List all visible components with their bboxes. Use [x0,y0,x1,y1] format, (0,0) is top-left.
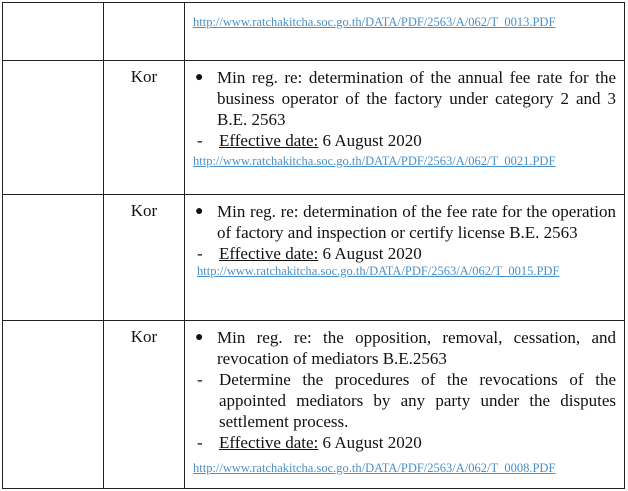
regulation-title: Min reg. re: determination of the fee rate for the operation of factory and inspection or certify license B.E. 2563 [217,202,616,242]
sub-item [193,369,616,432]
dash-icon: - [197,370,203,389]
effective-date-label: Effective date: [219,244,319,263]
table-row [3,3,625,61]
bullet-icon: ● [195,330,204,345]
table-row [3,195,625,321]
blank-cell [3,3,104,61]
list-item [193,201,616,243]
row-label: Kor [104,61,185,195]
table-row [3,321,625,489]
effective-date-value: 6 August 2020 [318,433,422,452]
regulations-table [2,2,625,489]
bullet-icon: ● [195,70,204,85]
effective-date-value: 6 August 2020 [318,131,422,150]
row-content [185,195,625,321]
blank-cell [3,321,104,489]
pdf-link[interactable]: http://www.ratchakitcha.soc.go.th/DATA/PDF/2563/A/062/T_0015.PDF [197,264,560,278]
effective-date-line [193,130,616,151]
pdf-link[interactable]: http://www.ratchakitcha.soc.go.th/DATA/PDF/2563/A/062/T_0013.PDF [193,15,556,29]
dash-icon: - [197,244,203,263]
dash-icon: - [197,131,203,150]
table-row [3,61,625,195]
bullet-icon: ● [195,204,204,219]
pdf-link[interactable]: http://www.ratchakitcha.soc.go.th/DATA/PDF/2563/A/062/T_0021.PDF [193,154,556,168]
sub-item-text: Determine the procedures of the revocations of the appointed mediators by any party under the disputes settlement process. [219,370,616,431]
list-item [193,67,616,130]
dash-icon: - [197,433,203,452]
effective-date-value: 6 August 2020 [318,244,422,263]
row-label [104,3,185,61]
blank-cell [3,195,104,321]
effective-date-label: Effective date: [219,131,319,150]
row-label: Kor [104,321,185,489]
row-content [185,321,625,489]
effective-date-label: Effective date: [219,433,319,452]
row-content [185,61,625,195]
row-label: Kor [104,195,185,321]
blank-cell [3,61,104,195]
regulation-title: Min reg. re: the opposition, removal, cessation, and revocation of mediators B.E.2563 [217,328,616,368]
pdf-link[interactable]: http://www.ratchakitcha.soc.go.th/DATA/PDF/2563/A/062/T_0008.PDF [193,461,556,475]
row-content [185,3,625,61]
list-item [193,327,616,369]
effective-date-line [193,432,616,453]
effective-date-line [193,243,616,264]
regulation-title: Min reg. re: determination of the annual fee rate for the business operator of the factory under category 2 and 3 B.E. 2563 [217,68,616,129]
